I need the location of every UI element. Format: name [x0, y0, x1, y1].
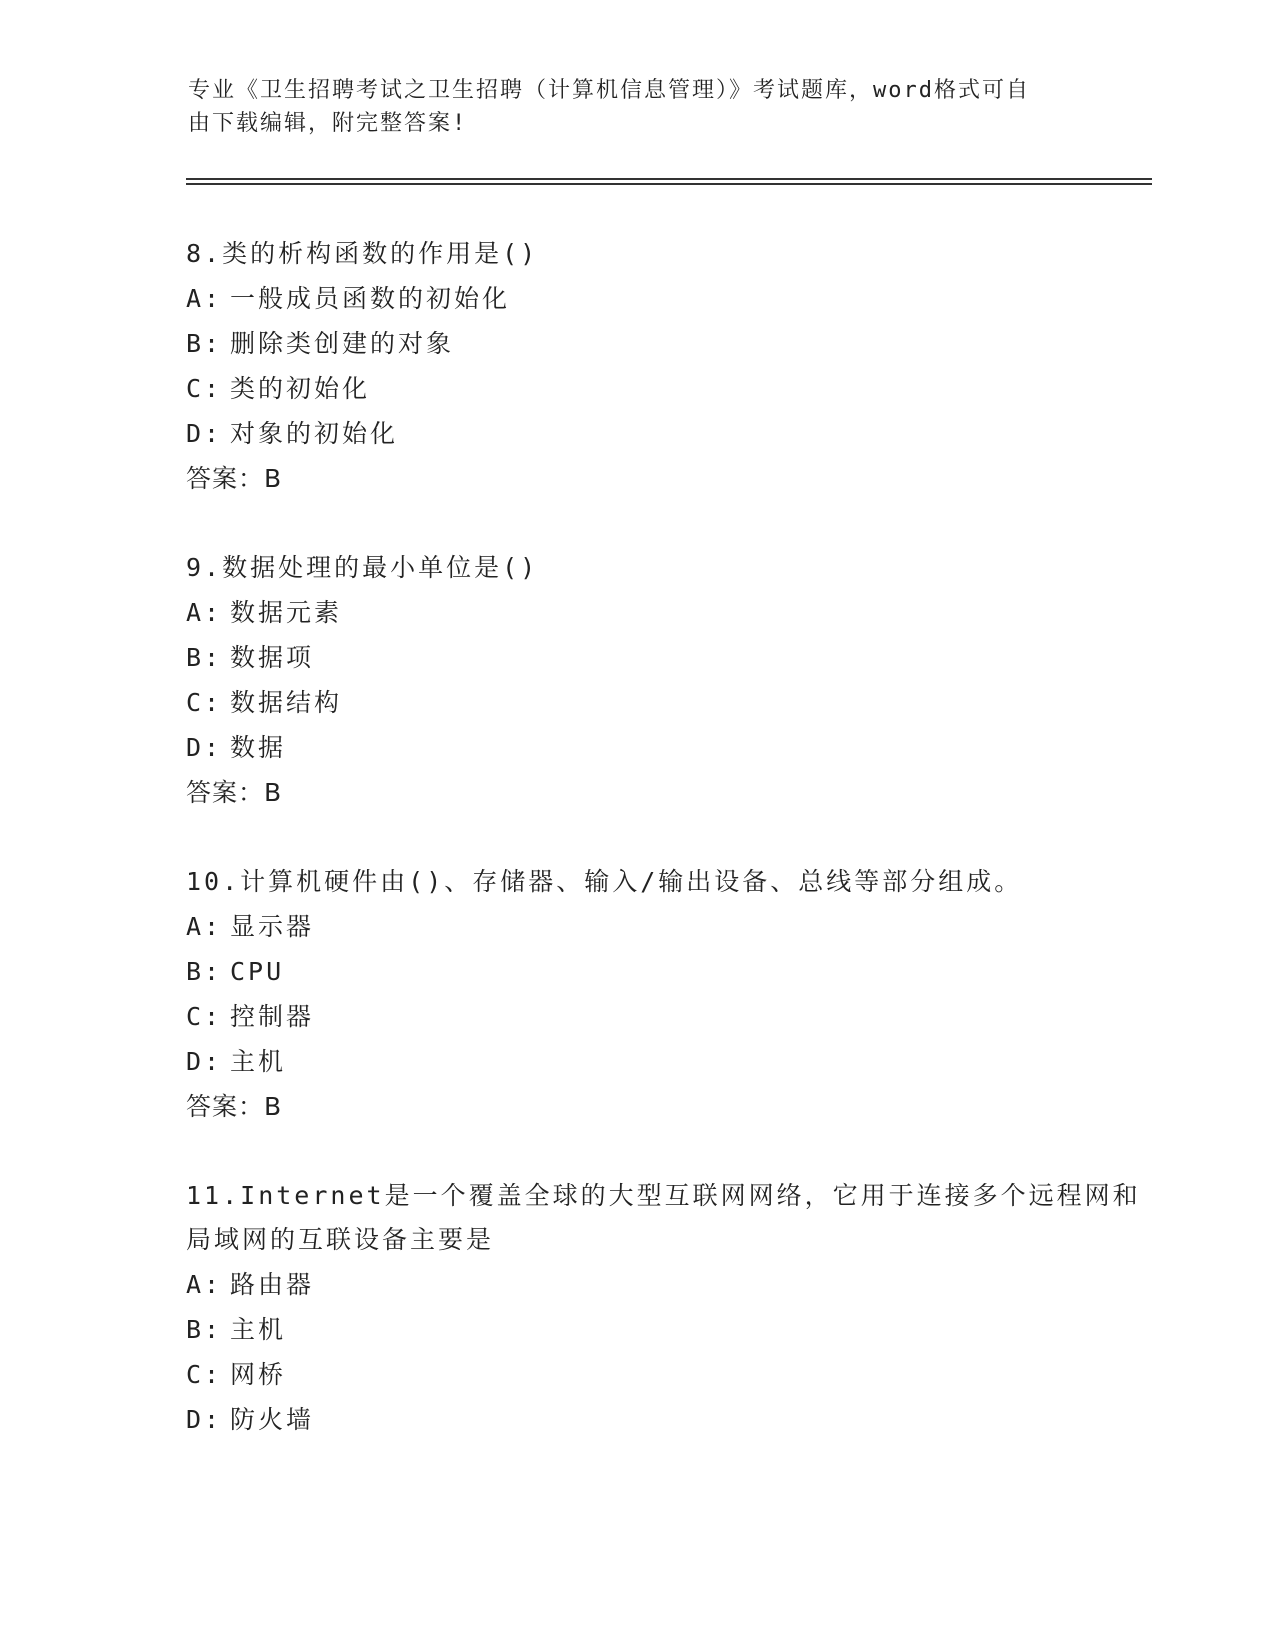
option-a: [186, 590, 1146, 635]
option-d: [186, 725, 1146, 770]
option-text: 数据项: [230, 643, 315, 672]
option-key: D:: [186, 1047, 223, 1076]
option-c: [186, 680, 1146, 725]
question-10: [186, 860, 1146, 1129]
option-key: D:: [186, 1405, 223, 1434]
option-b: [186, 1307, 1146, 1352]
question-list: [186, 232, 1146, 1487]
option-key: D:: [186, 419, 223, 448]
option-text: 删除类创建的对象: [230, 329, 455, 358]
option-key: C:: [186, 1002, 223, 1031]
option-key: B:: [186, 1315, 223, 1344]
option-text: 防火墙: [230, 1405, 315, 1434]
option-text: 显示器: [230, 912, 315, 941]
option-key: A:: [186, 598, 223, 627]
option-key: B:: [186, 957, 223, 986]
option-c: [186, 1352, 1146, 1397]
answer-line: 答案：B: [186, 778, 283, 807]
option-key: A:: [186, 284, 223, 313]
question-stem: 8.类的析构函数的作用是(): [186, 239, 539, 268]
option-b: [186, 321, 1146, 366]
question-11: [186, 1174, 1146, 1442]
option-key: A:: [186, 1270, 223, 1299]
option-key: C:: [186, 688, 223, 717]
question-8: [186, 232, 1146, 501]
option-key: C:: [186, 1360, 223, 1389]
option-key: B:: [186, 329, 223, 358]
option-text: CPU: [230, 957, 285, 986]
option-key: A:: [186, 912, 223, 941]
header-divider-bottom: [186, 183, 1152, 185]
question-stem: 9.数据处理的最小单位是(): [186, 553, 539, 582]
option-key: C:: [186, 374, 223, 403]
option-d: [186, 1039, 1146, 1084]
header-line-1: 专业《卫生招聘考试之卫生招聘（计算机信息管理）》考试题库，word格式可自: [188, 78, 1030, 103]
question-stem: 11.Internet是一个覆盖全球的大型互联网网络，它用于连接多个远程网和局域网的互联设备主要是: [186, 1181, 1141, 1254]
header-line-2: 由下载编辑，附完整答案!: [188, 111, 468, 136]
option-text: 网桥: [230, 1360, 287, 1389]
option-c: [186, 994, 1146, 1039]
option-d: [186, 1397, 1146, 1442]
option-a: [186, 1262, 1146, 1307]
question-9: [186, 546, 1146, 815]
option-text: 数据: [230, 733, 287, 762]
question-stem: 10.计算机硬件由()、存储器、输入/输出设备、总线等部分组成。: [186, 867, 1023, 896]
option-text: 控制器: [230, 1002, 315, 1031]
option-text: 一般成员函数的初始化: [230, 284, 511, 313]
option-a: [186, 904, 1146, 949]
option-text: 主机: [230, 1047, 287, 1076]
option-text: 路由器: [230, 1270, 315, 1299]
option-b: [186, 635, 1146, 680]
option-text: 数据元素: [230, 598, 343, 627]
option-b: [186, 949, 1146, 994]
option-key: D:: [186, 733, 223, 762]
option-text: 数据结构: [230, 688, 343, 717]
option-d: [186, 411, 1146, 456]
option-text: 类的初始化: [230, 374, 371, 403]
option-key: B:: [186, 643, 223, 672]
answer-line: 答案：B: [186, 464, 283, 493]
header-divider-top: [186, 178, 1152, 180]
answer-line: 答案：B: [186, 1092, 283, 1121]
option-c: [186, 366, 1146, 411]
option-text: 主机: [230, 1315, 287, 1344]
document-header: [188, 74, 1088, 140]
option-text: 对象的初始化: [230, 419, 399, 448]
option-a: [186, 276, 1146, 321]
